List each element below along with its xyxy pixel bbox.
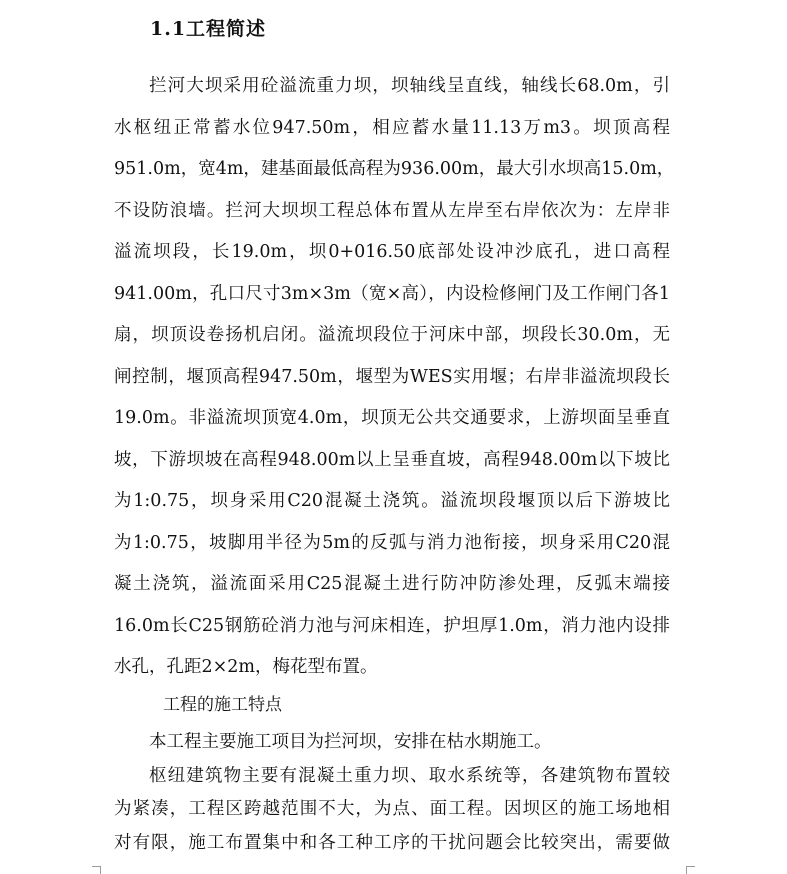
corner-crop-mark — [686, 866, 687, 874]
section-heading: 1.1工程简述 — [150, 18, 267, 40]
paragraph-line: 941.00m，孔口尺寸3m×3m（宽×高），内设检修闸门及工作闸门各1 — [114, 283, 670, 304]
paragraph-line: 为1:0.75，坡脚用半径为5m的反弧与消力池衔接，坝身采用C20混 — [114, 532, 670, 553]
paragraph-line: 水孔，孔距2×2m，梅花型布置。 — [114, 657, 378, 677]
paragraph-line: 水枢纽正常蓄水位947.50m，相应蓄水量11.13万m3。坝顶高程 — [114, 117, 670, 138]
paragraph-line: 951.0m，宽4m，建基面最低高程为936.00m，最大引水坝高15.0m， — [114, 159, 675, 179]
paragraph-line: 19.0m。非溢流坝顶宽4.0m，坝顶无公共交通要求，上游坝面呈垂直 — [114, 408, 670, 428]
corner-crop-mark — [100, 866, 101, 874]
paragraph-line: 凝土浇筑，溢流面采用C25混凝土进行防冲防渗处理，反弧末端接 — [114, 574, 670, 594]
corner-crop-mark — [92, 866, 101, 867]
paragraph-line: 闸控制，堰顶高程947.50m，堰型为WES实用堰；右岸非溢流坝段长 — [114, 366, 670, 387]
paragraph-line: 溢流坝段，长19.0m，坝0+016.50底部处设冲沙底孔，进口高程 — [114, 242, 670, 262]
paragraph-line: 扇，坝顶设卷扬机启闭。溢流坝段位于河床中部，坝段长30.0m，无 — [114, 325, 670, 345]
paragraph-engineering-overview — [114, 66, 675, 689]
paragraph-line: 拦河大坝采用砼溢流重力坝，坝轴线呈直线，轴线长68.0m，引 — [149, 76, 670, 96]
corner-crop-mark — [686, 866, 695, 867]
subheading-construction-features: 工程的施工特点 — [163, 695, 282, 715]
paragraph-line: 本工程主要施工项目为拦河坝，安排在枯水期施工。 — [149, 732, 552, 752]
paragraph-line: 对有限，施工布置集中和各工种工序的干扰问题会比较突出，需要做 — [114, 832, 670, 853]
paragraph-line: 坡，下游坝坡在高程948.00m以上呈垂直坡，高程948.00m以下坡比 — [114, 449, 670, 470]
paragraph-line: 不设防浪墙。拦河大坝坝工程总体布置从左岸至右岸依次为：左岸非 — [114, 200, 670, 221]
paragraph-line: 16.0m长C25钢筋砼消力池与河床相连，护坦厚1.0m，消力池内设排 — [114, 615, 670, 636]
paragraph-line: 为1:0.75，坝身采用C20混凝土浇筑。溢流坝段堰顶以后下游坡比 — [114, 491, 670, 511]
paragraph-line: 为紧凑，工程区跨越范围不大，为点、面工程。因坝区的施工场地相 — [114, 799, 670, 819]
paragraph-line: 枢纽建筑物主要有混凝土重力坝、取水系统等，各建筑物布置较 — [149, 765, 670, 786]
paragraph-construction-features — [114, 726, 670, 860]
